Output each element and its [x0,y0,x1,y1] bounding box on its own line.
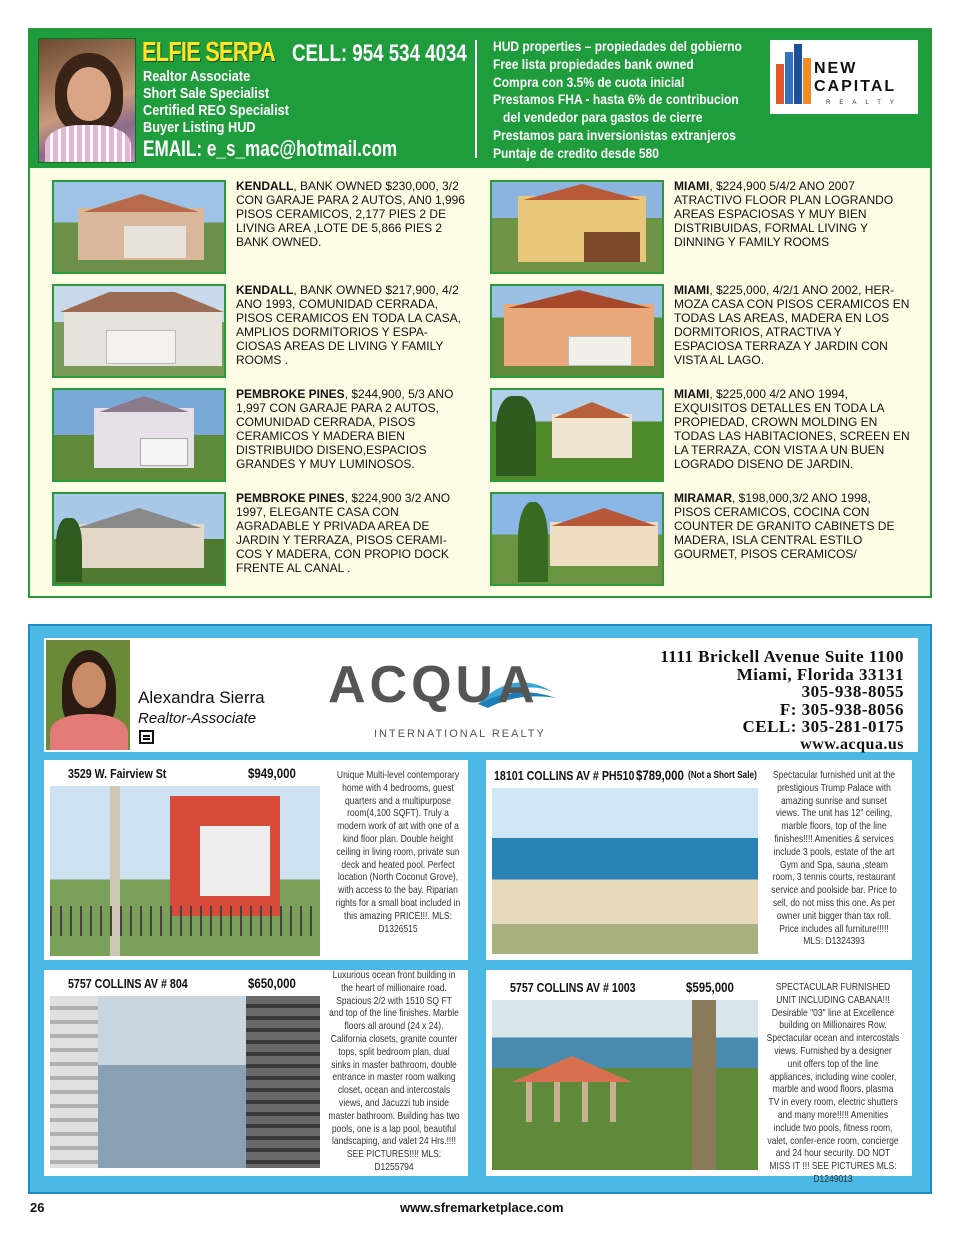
listing-city: MIAMI [674,283,710,297]
hud-line: Prestamos FHA - hasta 6% de contribucion [493,91,739,108]
listing-description: PEMBROKE PINES, $244,900, 5/3 ANO 1,997 CON GARAJE PARA 2 AUTOS, COMUNIDAD CERRADA, PISOS CERAMICOS Y MADERA BIEN DISTRIBUIDO DISENO,ESPACIOS GRANDES Y MUY LUMINOSOS. [236,387,454,471]
listing-city: PEMBROKE PINES [236,491,345,505]
listing-description: MIRAMAR, $198,000,3/2 ANO 1998, PISOS CERAMICOS, COCINA CON COUNTER DE GRANITO CABINETS DE MADERA, ISLA CENTRAL ESTILO GOURMET, PISOS CERAMICOS/ [674,491,895,561]
property-photo [50,786,320,956]
property-description: Luxurious ocean front building in the heart of millionaire road. Spacious 2/2 with 1510 SQ FT and top of the line finishes. Marble floors all around (24 x 24). California closets, granite counter tops, split bedroom plan, dual sinks in master bathroom, double entrance in master room walking closet, ocean and intercostals views, and Jacuzzi tub inside master bathroom. Building has two pools, one is a lap pool, beautiful landscaping, and valet 24 Hrs.!!!! SEE PICTURES!!!! MLS: D1255794 [328,970,460,1173]
listing-description: MIAMI, $224,900 5/4/2 ANO 2007 ATRACTIVO FLOOR PLAN LOGRANDO AREAS ESPACIOSAS Y MUY BIEN DISTRIBUIDAS, FORMAL LIVING Y DINNING Y FAMILY ROOMS [674,179,894,249]
house-photo [52,388,226,482]
brand-subtitle: INTERNATIONAL REALTY [374,728,546,740]
listing-description: MIAMI, $225,000 4/2 ANO 1994, EXQUISITOS DETALLES EN TODA LA PROPIEDAD, CROWN MOLDING EN TODAS LAS HABITACIONES, SCREEN EN LA TERRAZA, CON VISTA A UN BUEN LOGRADO DISENO DE JARDIN. [674,387,910,471]
office-city: Miami, Florida 33131 [736,664,904,684]
house-photo [52,180,226,274]
property-card [44,760,468,960]
property-photo [492,788,758,954]
divider [475,40,477,158]
listing-card [490,388,910,484]
listing-card [52,180,472,276]
agent-photo [38,38,136,163]
logo-text: CAPITAL [814,78,897,95]
listing-card [490,284,910,380]
office-website[interactable]: www.acqua.us [800,735,904,753]
listing-description: MIAMI, $225,000, 4/2/1 ANO 2002, HER-MOZA CASA CON PISOS CERAMICOS EN TODAS LAS AREAS, MADERA EN LOS DORMITORIOS, ATRACTIVA Y ESPACIOSA TERRAZA Y JARDIN CON VISTA AL LAGO. [674,283,910,367]
acqua-logo [328,654,634,714]
listing-card [52,492,472,588]
office-phone[interactable]: 305-938-8055 [801,682,904,702]
property-address: 5757 COLLINS AV # 1003 [510,980,636,995]
agent-name: ELFIE SERPA [142,36,276,67]
listing-card [52,388,472,484]
property-description: Unique Multi-level contemporary home with 4 bedrooms, guest quarters and a multipurpose room(4,100 SQFT). Truly a modern work of art with one of a kind floor plan. Double height ceiling in living room, private sun deck and heated pool. Perfect location (North Coconut Grove), with access to the bay. Riparian rights for a small boat included in this amazing PRICE!!!. MLS: D1326515 [335,770,461,935]
property-description: Spectacular furnished unit at the prestigious Trump Palace with amazing sunrise and sunset views. The unit has 12" ceiling, marble floors, top of the line finishes!!!! Amenities & services include 3 pools, estate of the art Gym and Spa, sauna ,steam room, 3 tennis courts, restaurant service and poolside bar. Price to sell, do not miss this one. As per owner unit bigger than tax roll. Price includes all furniture!!!!! MLS: D1324393 [771,770,897,948]
property-photo [492,1000,758,1170]
logo-text: NEW [814,60,858,77]
listing-city: KENDALL [236,179,294,193]
logo-text: REALTY [826,100,903,106]
new-capital-ad [28,28,932,598]
listing-city: MIAMI [674,387,710,401]
hud-services-list [493,38,782,163]
agent-title: Realtor-Associate [138,710,257,727]
footer-url[interactable]: www.sfremarketplace.com [400,1200,564,1215]
listing-description: KENDALL, BANK OWNED $230,000, 3/2 CON GARAJE PARA 2 AUTOS, AN0 1,996 PISOS CERAMICOS, 2,177 PIES 2 DE LIVING AREA ,LOTE DE 5,866 PIES 2 BANK OWNED. [236,179,465,249]
house-photo [52,284,226,378]
house-photo [52,492,226,586]
agent-email[interactable]: EMAIL: e_s_mac@hotmail.com [143,136,398,161]
brand-wordmark: ACQUA [328,656,539,714]
house-photo [490,492,664,586]
house-photo [490,284,664,378]
page-number: 26 [30,1200,45,1215]
acqua-ad [28,624,932,1194]
listing-card [52,284,472,380]
ad-header-banner [30,30,930,168]
office-fax: F: 305-938-8056 [779,699,904,719]
property-address: 18101 COLLINS AV # PH510 [494,768,635,783]
listing-city: MIRAMAR [674,491,732,505]
hud-line: HUD properties – propiedades del gobierno [493,38,742,54]
property-address: 3529 W. Fairview St [68,766,167,781]
property-price: $595,000 [686,979,734,995]
agent-title: Short Sale Specialist [143,85,270,102]
listing-city: PEMBROKE PINES [236,387,345,401]
listing-card [490,492,910,588]
agent-title: Realtor Associate [143,68,251,85]
listing-description: PEMBROKE PINES, $224,900 3/2 ANO 1997, ELEGANTE CASA CON AGRADABLE Y PRIVADA AREA DE JARDIN Y TERRAZA, PISOS CERAMI-COS Y MADERA, CON PROPIO DOCK FRENTE AL CANAL . [236,491,451,575]
equal-housing-icon [139,730,154,744]
property-description: SPECTACULAR FURNISHED UNIT INCLUDING CABANA!!! Desirable "03" line at Excellence building on Millionaires Row. Spectacular ocean and intercostals views. Furnished by a designer unit offers top of the line appliances, including wine cooler, marble and wood floors, plasma TV in every room, electric shutters and many more!!!!! Amenities include two pools, fitness room, valet, confer-ence room, concierge and 24 hour security. DO NOT MISS IT !!! SEE PICTURES MLS: D1249013 [766,982,900,1185]
property-card [44,970,468,1176]
office-cell[interactable]: CELL: 305-281-0175 [742,717,904,737]
agent-cell: CELL: 954 534 4034 [292,40,467,67]
ad-header [44,638,918,752]
house-photo [490,388,664,482]
hud-line: Prestamos para inversionistas extranjeros [493,126,736,143]
property-address: 5757 COLLINS AV # 804 [68,976,188,991]
agent-title: Certified REO Specialist [143,102,289,119]
property-photo [50,996,320,1168]
property-price: $949,000 [248,765,296,781]
listing-card [490,180,910,276]
agent-name: Alexandra Sierra [138,688,265,707]
property-price: $789,000 [636,767,684,783]
hud-line: del vendedor para gastos de cierre [493,109,703,126]
office-info [660,648,904,754]
property-card [486,760,912,960]
listing-city: KENDALL [236,283,294,297]
hud-line: Free lista propiedades bank owned [493,55,694,72]
new-capital-logo [770,40,918,114]
house-photo [490,180,664,274]
hud-line: Puntaje de credito desde 580 [493,144,659,161]
listing-city: MIAMI [674,179,710,193]
office-address: 1111 Brickell Avenue Suite 1100 [660,647,904,666]
agent-titles [143,68,315,136]
agent-photo [46,640,130,750]
agent-title: Buyer Listing HUD [143,119,256,136]
listing-description: KENDALL, BANK OWNED $217,900, 4/2 ANO 1993, COMUNIDAD CERRADA, PISOS CERAMICOS EN TODA LA CASA, AMPLIOS DORMITORIOS Y ESPA-CIOSAS AREAS DE LIVING Y FAMILY ROOMS . [236,283,461,367]
sale-note: (Not a Short Sale) [688,770,757,781]
hud-line: Compra con 3.5% de cuota inicial [493,73,685,90]
property-price: $650,000 [248,975,296,991]
property-card [486,970,912,1185]
